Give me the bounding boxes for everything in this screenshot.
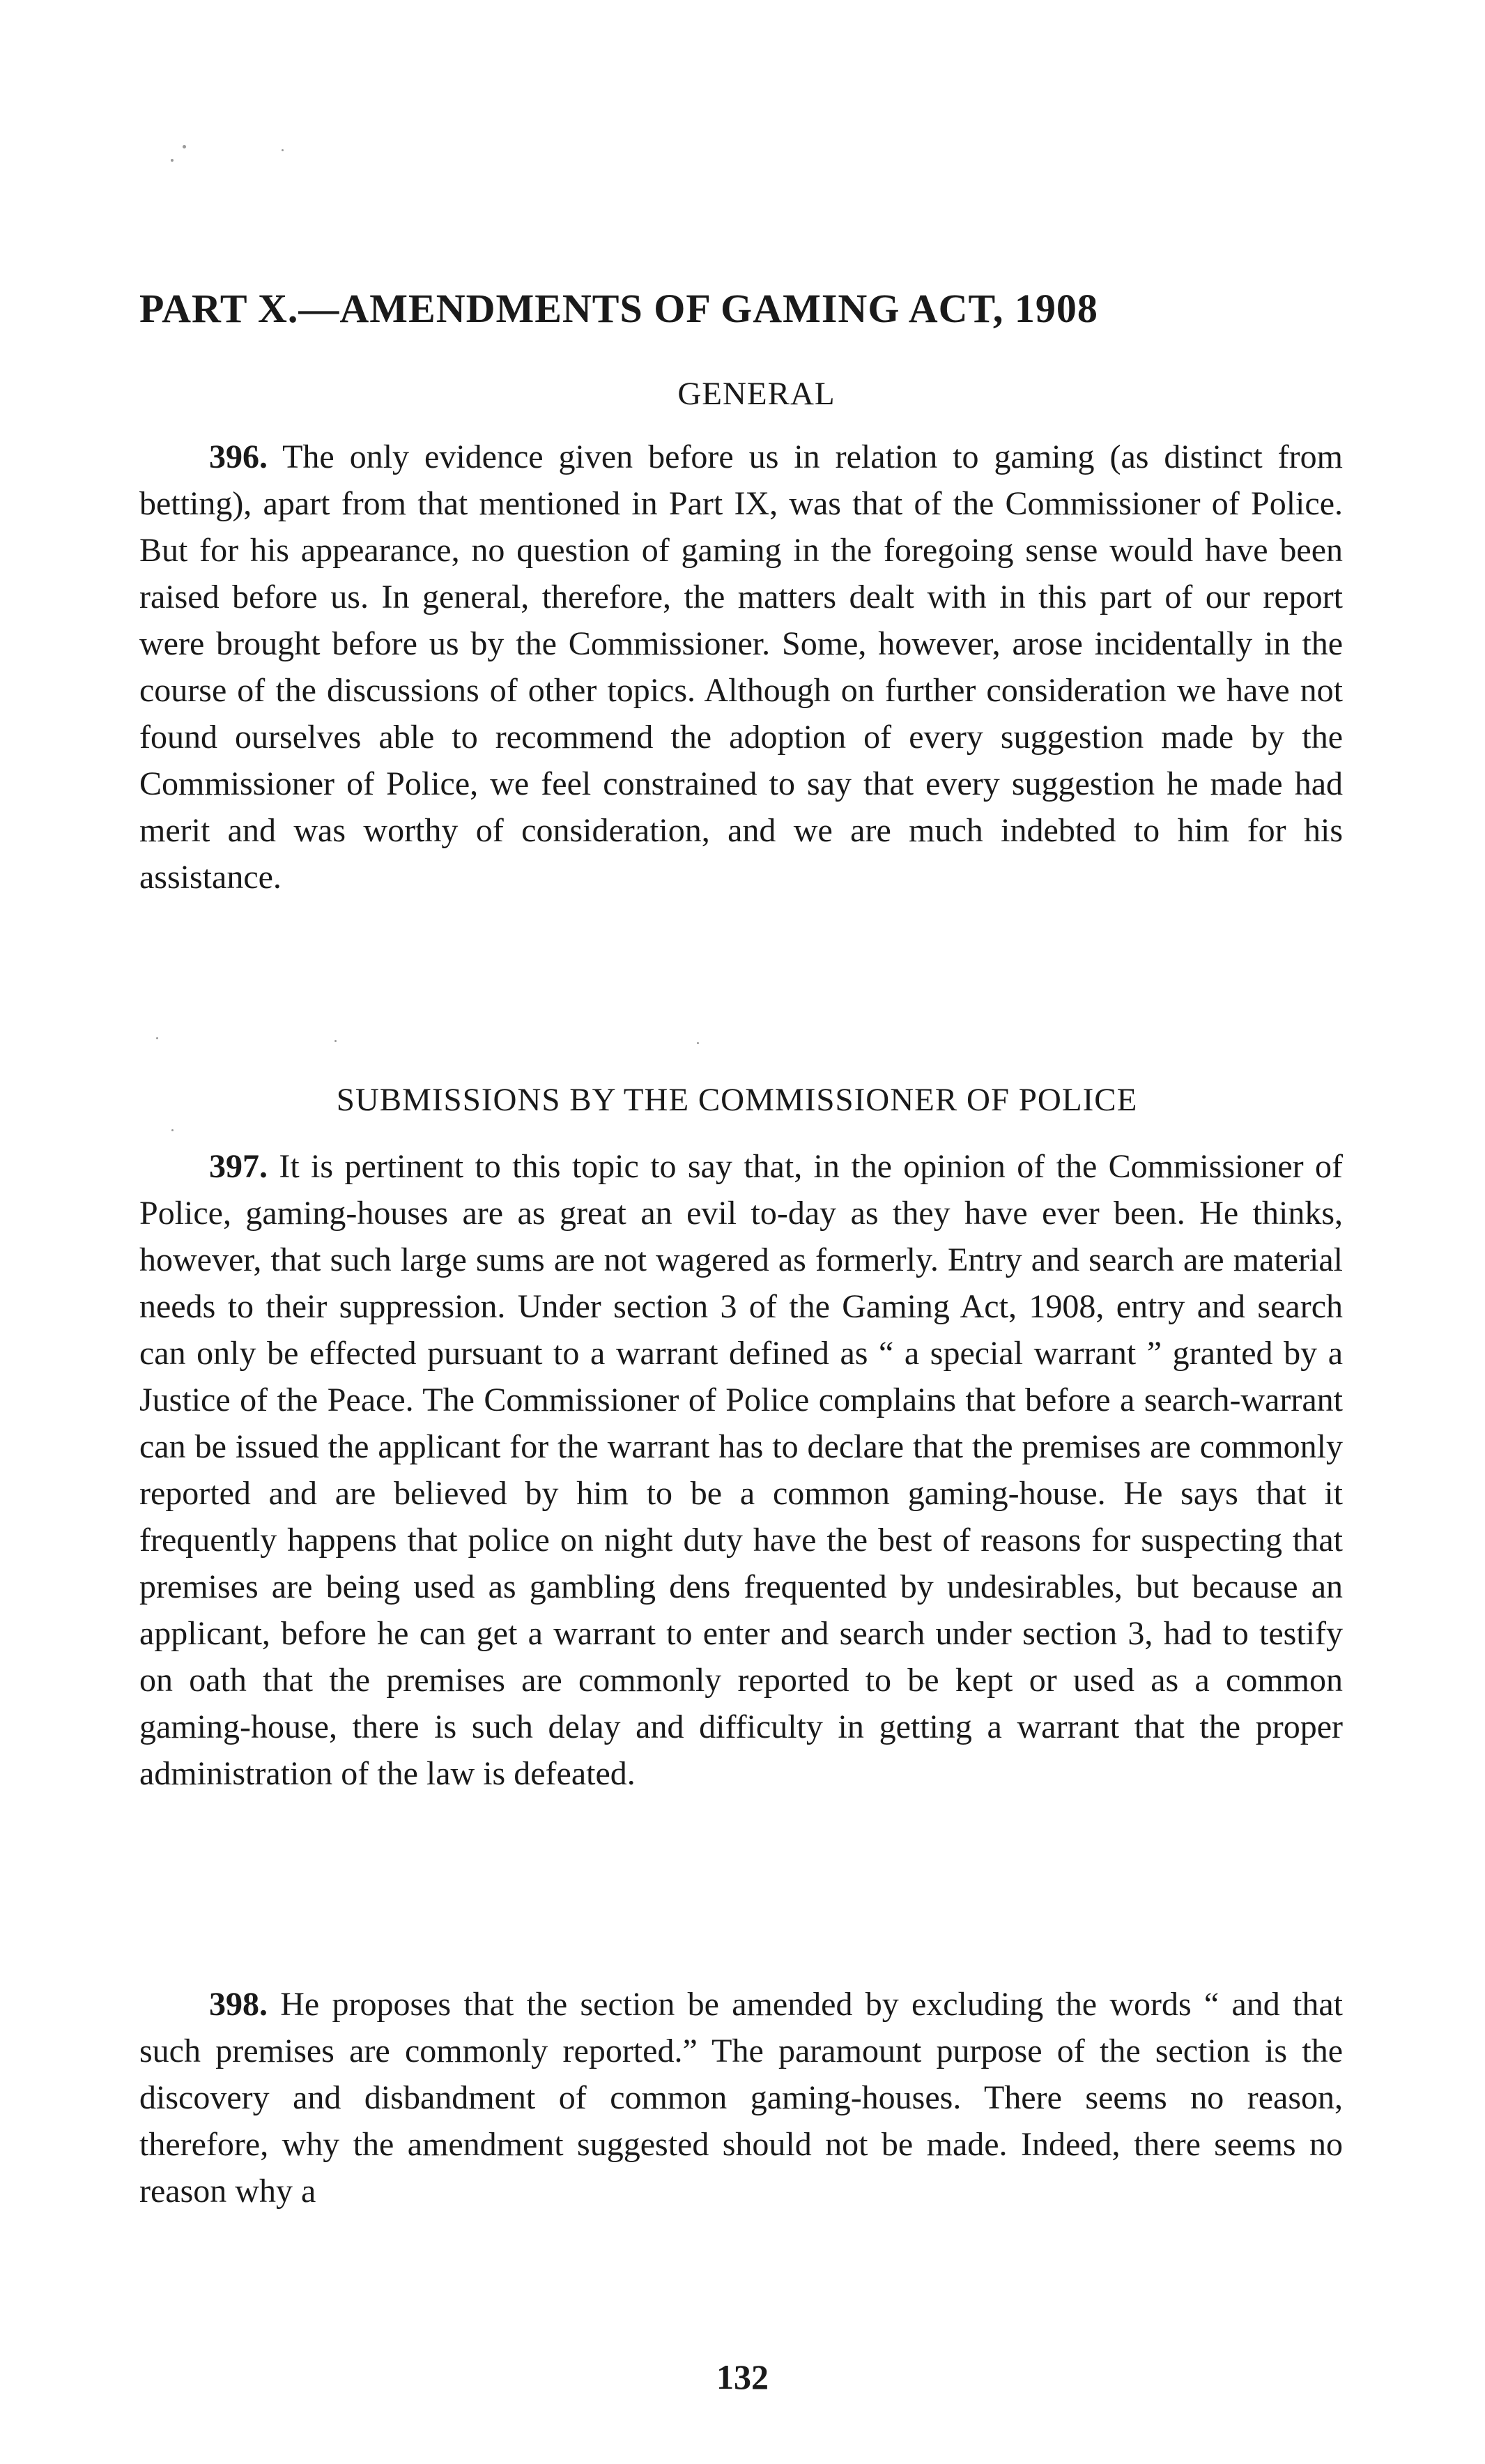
- scan-speck: [183, 145, 186, 148]
- paragraph-398: [139, 1981, 1343, 2214]
- scan-speck: [171, 159, 174, 162]
- paragraph-text: The only evidence given before us in relation to gaming (as distinct from betting), apart from that mentioned in Part IX, was that of the Commissioner of Police. But for his appearance, no question of gaming in the foregoing sense would have been raised before us. In general, therefore, the matters dealt with in this part of our report were brought before us by the Commissioner. Some, however, arose incidentally in the course of the discussions of other topics. Although on further consideration we have not found ourselves able to recommend the adoption of every suggestion made by the Commissioner of Police, we feel constrained to say that every suggestion he made had merit and was worthy of consideration, and we are much indebted to him for his assistance.: [139, 438, 1343, 896]
- scan-speck: [171, 1129, 174, 1131]
- section-heading-general: GENERAL: [677, 376, 836, 412]
- scan-speck: [282, 149, 284, 151]
- paragraph-397: [139, 1143, 1343, 1797]
- scan-speck: [697, 1042, 699, 1044]
- scan-speck: [334, 1040, 337, 1042]
- scan-speck: [156, 1037, 158, 1039]
- page-number: 132: [716, 2357, 769, 2396]
- part-title: PART X.—AMENDMENTS OF GAMING ACT, 1908: [139, 286, 1098, 331]
- paragraph-number: 397.: [209, 1148, 268, 1185]
- paragraph-number: 396.: [209, 438, 268, 475]
- paragraph-text: He proposes that the section be amended by excluding the words “ and that such premises are commonly reported.” The paramount purpose of the section is the discovery and disbandment of common gaming-houses. There seems no reason, therefore, why the amendment suggested should not be made. Indeed, there seems no reason why a: [139, 1986, 1343, 2210]
- paragraph-text: It is pertinent to this topic to say that, in the opinion of the Commissioner of Police, gaming-houses are as great an evil to-day as they have ever been. He thinks, however, that such large sums are not wagered as formerly. Entry and search are material needs to their suppression. Under section 3 of the Gaming Act, 1908, entry and search can only be effected pursuant to a warrant defined as “ a special warrant ” granted by a Justice of the Peace. The Commissioner of Police complains that before a search-warrant can be issued the applicant for the warrant has to declare that the premises are commonly reported and are believed by him to be a common gaming-house. He says that it frequently happens that police on night duty have the best of reasons for suspecting that premises are being used as gambling dens frequented by undesirables, but because an applicant, before he can get a warrant to enter and search under section 3, had to testify on oath that the premises are commonly reported to be kept or used as a common gaming-house, there is such delay and difficulty in getting a warrant that the proper administration of the law is defeated.: [139, 1148, 1344, 1792]
- paragraph-396: [139, 434, 1343, 901]
- section-heading-submissions: SUBMISSIONS BY THE COMMISSIONER OF POLICE: [336, 1082, 1138, 1118]
- paragraph-number: 398.: [209, 1986, 268, 2023]
